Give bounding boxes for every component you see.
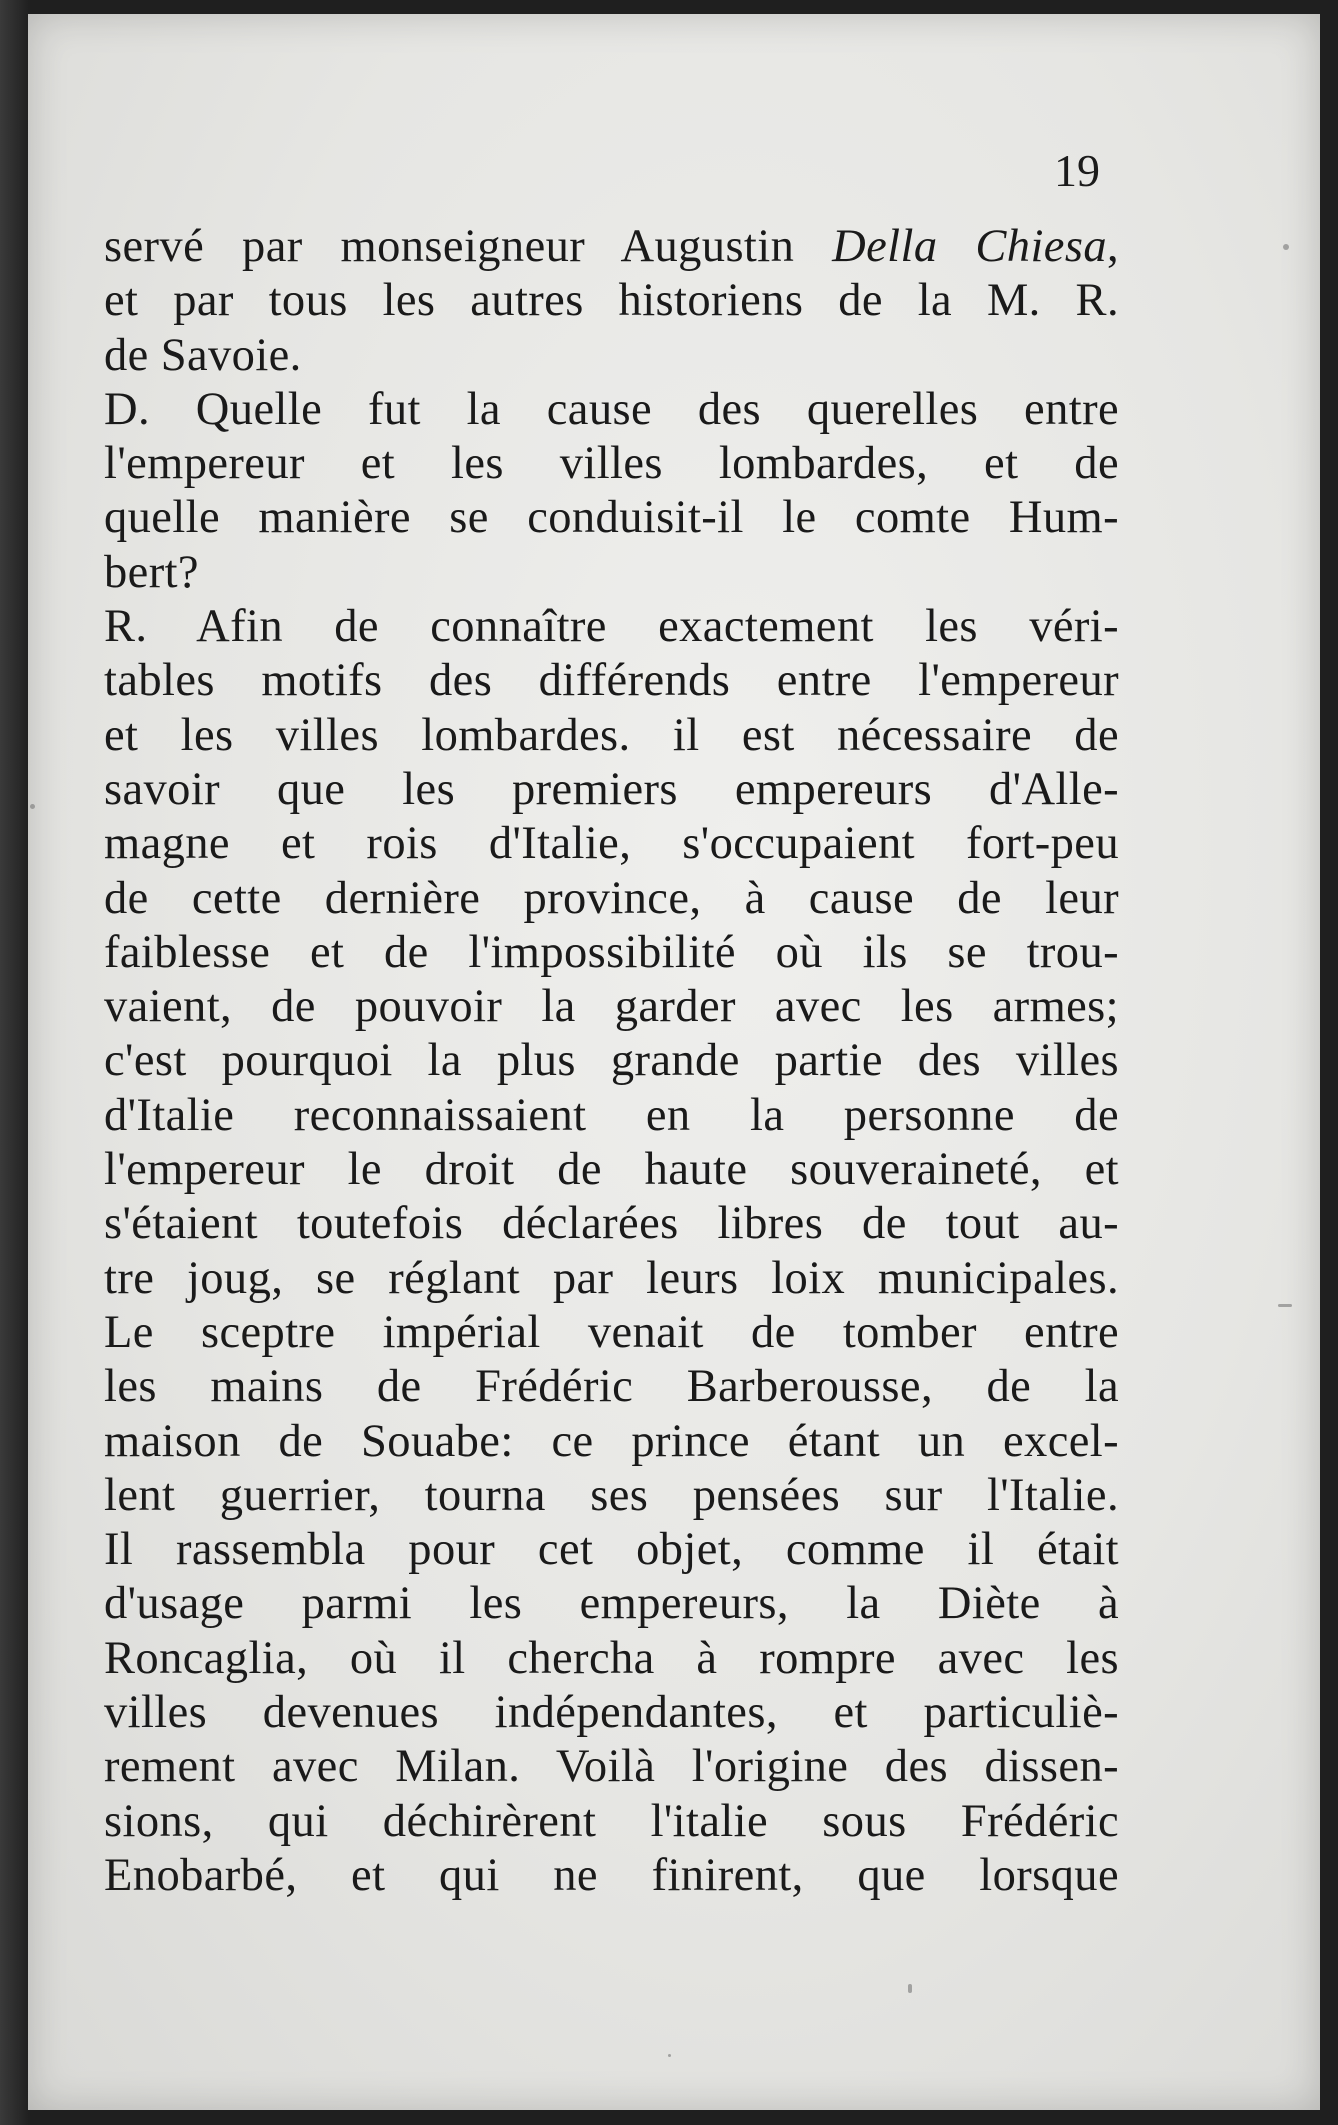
text-segment: l'empereur le droit de haute souveraineté, et <box>104 1144 1119 1196</box>
text-line <box>104 654 1119 708</box>
italic-text: Della Chiesa <box>832 221 1107 272</box>
text-segment: Le sceptre impérial venait de tomber entre <box>104 1306 1119 1358</box>
text-line <box>104 1795 1119 1849</box>
text-segment: et les villes lombardes. il est nécessaire de <box>104 709 1119 761</box>
text-segment: maison de Souabe: ce prince étant un excel- <box>104 1415 1119 1467</box>
text-segment: l'empereur et les villes lombardes, et de <box>104 438 1119 490</box>
text-segment: et par tous les autres historiens de la M. R. <box>104 275 1119 327</box>
text-segment: les mains de Frédéric Barberousse, de la <box>104 1361 1119 1413</box>
text-line <box>104 1632 1119 1686</box>
book-page <box>28 14 1320 2110</box>
page-number: 19 <box>1054 145 1100 196</box>
text-line <box>104 709 1119 763</box>
text-segment: sions, qui déchirèrent l'italie sous Frédéric <box>104 1795 1119 1847</box>
text-line <box>104 600 1119 654</box>
text-segment: vaient, de pouvoir la garder avec les armes; <box>104 981 1119 1033</box>
text-segment: servé par monseigneur Augustin <box>104 221 833 272</box>
paper-speck <box>1278 1304 1292 1307</box>
text-line <box>104 437 1119 491</box>
text-line <box>104 1686 1119 1740</box>
text-segment: R. Afin de connaître exactement les véri- <box>104 601 1119 653</box>
text-line <box>104 1197 1119 1251</box>
text-segment: , <box>1106 221 1119 272</box>
text-line <box>104 1360 1119 1414</box>
body-text <box>104 220 1119 1903</box>
text-line <box>104 1143 1119 1197</box>
text-line <box>104 926 1119 980</box>
text-line <box>104 546 1119 600</box>
text-segment: Roncaglia, où il chercha à rompre avec les <box>104 1632 1119 1684</box>
text-segment: faiblesse et de l'impossibilité où ils se trou- <box>104 926 1119 978</box>
text-segment: tables motifs des différends entre l'empereur <box>104 655 1119 707</box>
text-segment: rement avec Milan. Voilà l'origine des dissen- <box>104 1741 1119 1793</box>
paper-speck <box>1283 244 1289 250</box>
text-line <box>104 274 1119 328</box>
text-line <box>104 1034 1119 1088</box>
text-line <box>104 1523 1119 1577</box>
text-segment: s'étaient toutefois déclarées libres de tout au- <box>104 1198 1119 1250</box>
text-line <box>104 383 1119 437</box>
text-line <box>104 1415 1119 1469</box>
text-segment: d'Italie reconnaissaient en la personne de <box>104 1089 1119 1141</box>
text-line <box>104 1849 1119 1903</box>
text-segment: D. Quelle fut la cause des querelles entre <box>104 383 1119 435</box>
text-segment: d'usage parmi les empereurs, la Diète à <box>104 1578 1119 1630</box>
paper-speck <box>908 1984 912 1993</box>
paper-speck <box>30 804 35 809</box>
text-line <box>104 1306 1119 1360</box>
paper-speck <box>668 2054 671 2057</box>
text-segment: villes devenues indépendantes, et particuliè- <box>104 1687 1119 1739</box>
text-line <box>104 763 1119 817</box>
text-line <box>104 1469 1119 1523</box>
text-line <box>104 817 1119 871</box>
text-line <box>104 1577 1119 1631</box>
text-line <box>104 1252 1119 1306</box>
text-line <box>104 220 1119 274</box>
text-segment: Il rassembla pour cet objet, comme il était <box>104 1524 1119 1576</box>
text-segment: lent guerrier, tourna ses pensées sur l'Italie. <box>104 1469 1119 1521</box>
text-line <box>104 872 1119 926</box>
text-segment: de cette dernière province, à cause de leur <box>104 872 1119 924</box>
text-line <box>104 329 1119 383</box>
text-segment: de Savoie. <box>104 329 302 381</box>
text-segment: tre joug, se réglant par leurs loix municipales. <box>104 1252 1119 1304</box>
text-segment: magne et rois d'Italie, s'occupaient fort-peu <box>104 818 1119 870</box>
text-line <box>104 980 1119 1034</box>
text-segment: c'est pourquoi la plus grande partie des villes <box>104 1035 1119 1087</box>
text-segment: bert? <box>104 546 199 598</box>
text-line <box>104 1740 1119 1794</box>
text-line <box>104 491 1119 545</box>
text-segment: quelle manière se conduisit-il le comte Hum- <box>104 492 1119 544</box>
text-segment: Enobarbé, et qui ne finirent, que lorsque <box>104 1849 1119 1901</box>
text-line <box>104 1089 1119 1143</box>
text-segment: savoir que les premiers empereurs d'Alle- <box>104 763 1119 815</box>
